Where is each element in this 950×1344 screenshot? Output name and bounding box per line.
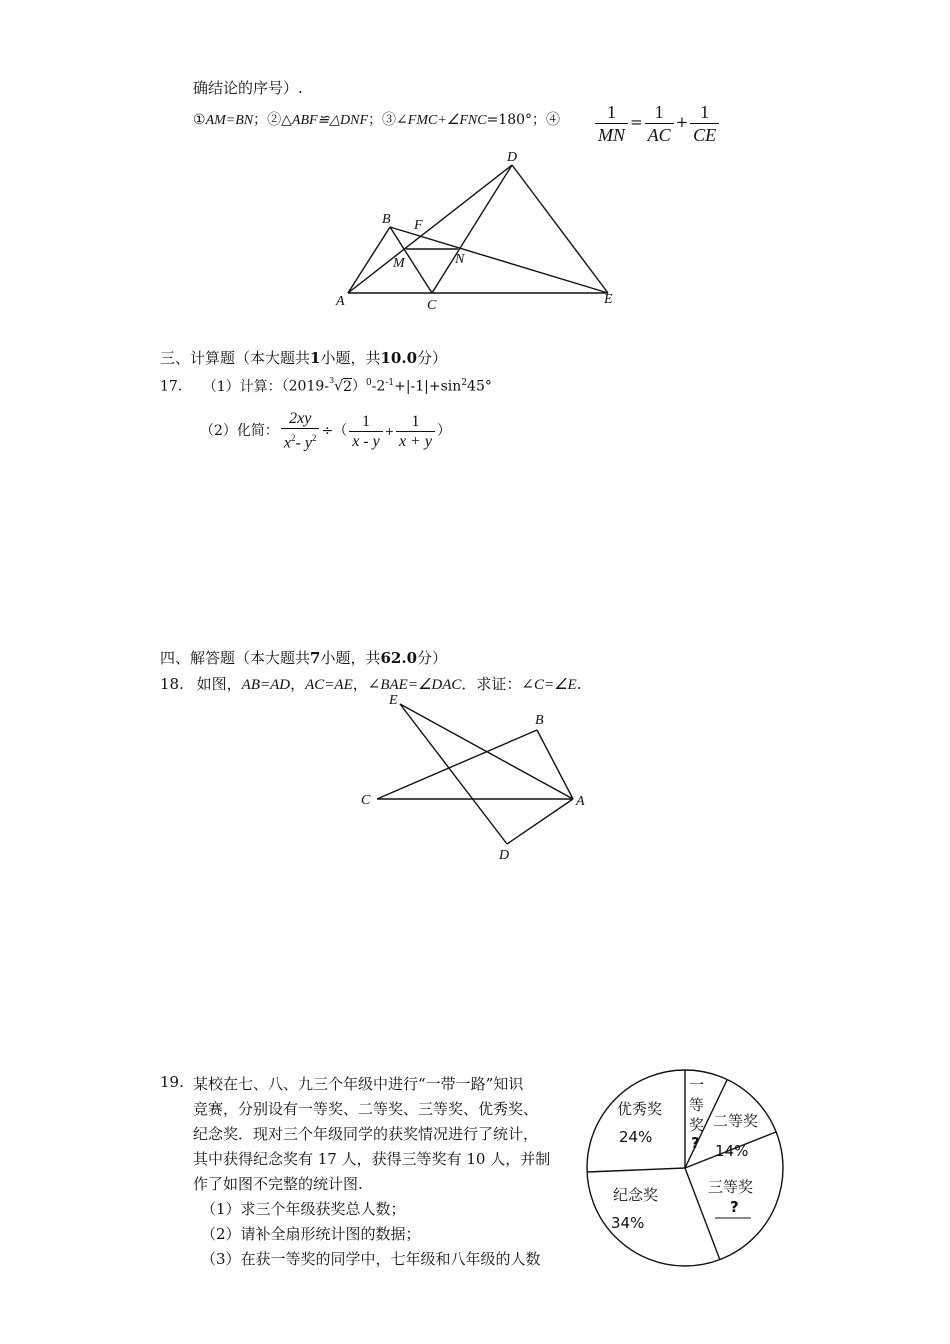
seg-CD (432, 165, 512, 293)
section4-title: 四、解答题（本大题共7小题，共62.0分） (160, 649, 448, 667)
seg-AD (348, 165, 512, 293)
slice-label-sandeng: 三等奖 (708, 1178, 754, 1196)
root-sign: √ (334, 378, 344, 395)
opt4-formula (593, 100, 721, 146)
q17-p2-label: （2）化简： (200, 423, 279, 439)
frac-mn: $\frac{1}{MN}$ (595, 101, 628, 146)
slice-value-jinian: 34% (611, 1214, 645, 1232)
q19-sub: （1）求三个年级获奖总人数； (201, 1200, 406, 1218)
seg-BE (390, 227, 608, 293)
opt1-mark: ① (193, 112, 206, 128)
label-A: A (336, 294, 345, 309)
plus: + (675, 113, 689, 131)
label-C2: C (361, 793, 371, 808)
opt4-mark: ；④ (532, 112, 561, 128)
q19-num: 19. (160, 1073, 184, 1091)
slice-value-youxiu: 24% (619, 1128, 653, 1146)
label-E2: E (389, 693, 398, 708)
slice-label-yideng-1: 一 (689, 1076, 705, 1094)
equals: = (630, 113, 643, 131)
figure-q16 (330, 145, 630, 315)
q19-line: 作了如图不完整的统计图. (193, 1175, 363, 1193)
opt3-end: =180° (486, 112, 533, 128)
label-F: F (414, 218, 423, 233)
frac-ce: $\frac{1}{CE}$ (690, 101, 719, 146)
label-C: C (427, 298, 437, 313)
opt2-mark: ；②△ (253, 112, 292, 128)
label-N: N (455, 252, 465, 267)
q19-body (193, 1072, 550, 1272)
label-E: E (604, 292, 613, 307)
q17-part2 (200, 405, 451, 458)
label-B2: B (535, 713, 544, 728)
slice-label-erdeng: 二等奖 (713, 1112, 759, 1130)
q17-num: 17. (160, 378, 183, 395)
q17-p1-label: （1）计算： (202, 378, 282, 395)
seg-CB (377, 730, 537, 799)
q18-num: 18. (160, 675, 184, 693)
figure-q18 (355, 688, 595, 868)
label-M: M (393, 256, 405, 271)
frac-ac: $\frac{1}{AC}$ (645, 101, 674, 146)
seg-EA (400, 704, 573, 799)
q19-line: 纪念奖．现对三个年级同学的获奖情况进行了统计， (193, 1125, 539, 1143)
seg-AB (348, 227, 390, 293)
pie-divider-left (587, 1168, 685, 1172)
opt2: ABF≌△DNF (291, 113, 369, 128)
pie-chart (585, 1068, 785, 1268)
label-D: D (507, 150, 518, 165)
q19-sub: （2）请补全扇形统计图的数据； (201, 1225, 421, 1243)
close-paren: ） (436, 423, 451, 439)
q19-sub: （3）在获一等奖的同学中，七年级和八年级的人数 (201, 1250, 541, 1268)
q17-p1-expr-a: （2019- (281, 378, 329, 395)
root-index: 3 (329, 376, 335, 385)
div-sign: ÷（ (321, 423, 348, 439)
seg-DE (512, 165, 608, 293)
frac-2xy: $\frac{2xy}{x^2- y^2}$ (281, 409, 320, 452)
q16-tail-line: 确结论的序号）. (193, 79, 303, 97)
q19-line: 竞赛，分别设有一等奖、二等奖、三等奖、优秀奖、 (193, 1100, 539, 1118)
q18-text: 18. 如图，AB=AD，AC=AE，∠BAE=∠DAC．求证：∠C=∠E. (160, 675, 582, 693)
slice-label-youxiu: 优秀奖 (617, 1100, 663, 1118)
seg-DA (507, 799, 573, 844)
label-B: B (382, 212, 391, 227)
opt3: FMC+∠FNC (407, 113, 487, 128)
label-A2: A (576, 794, 585, 809)
opt1: AM=BN (205, 113, 254, 128)
seg-ED (400, 704, 507, 844)
opt3-mark: ；③∠ (368, 112, 408, 128)
slice-label-jinian: 纪念奖 (613, 1186, 659, 1204)
q19-line: 某校在七、八、九三个年级中进行“一带一路”知识 (193, 1075, 524, 1093)
label-D2: D (499, 848, 510, 863)
root-arg: 2 (343, 378, 352, 395)
slice-value-yideng: ? (691, 1134, 700, 1152)
slice-label-yideng-3: 奖 (689, 1116, 705, 1134)
slice-label-yideng-2: 等 (689, 1096, 705, 1114)
q19-line: 其中获得纪念奖有 17 人，获得三等奖有 10 人，并制 (193, 1150, 551, 1168)
slice-value-sandeng: ? (730, 1198, 739, 1216)
q16-options (193, 110, 560, 131)
frac-x-minus-y: $\frac{1}{x - y}$ (349, 412, 383, 451)
plus2: + (384, 425, 394, 438)
frac-x-plus-y: $\frac{1}{x + y}$ (396, 412, 435, 451)
section3-title: 三、计算题（本大题共1小题，共10.0分） (160, 349, 448, 367)
q17-part1: 17. （1）计算：$(2019-^3√2)^0-2^{-1}+|-1|+\sin^245^\circ$ (160, 376, 492, 395)
slice-value-erdeng: 14% (715, 1142, 749, 1160)
